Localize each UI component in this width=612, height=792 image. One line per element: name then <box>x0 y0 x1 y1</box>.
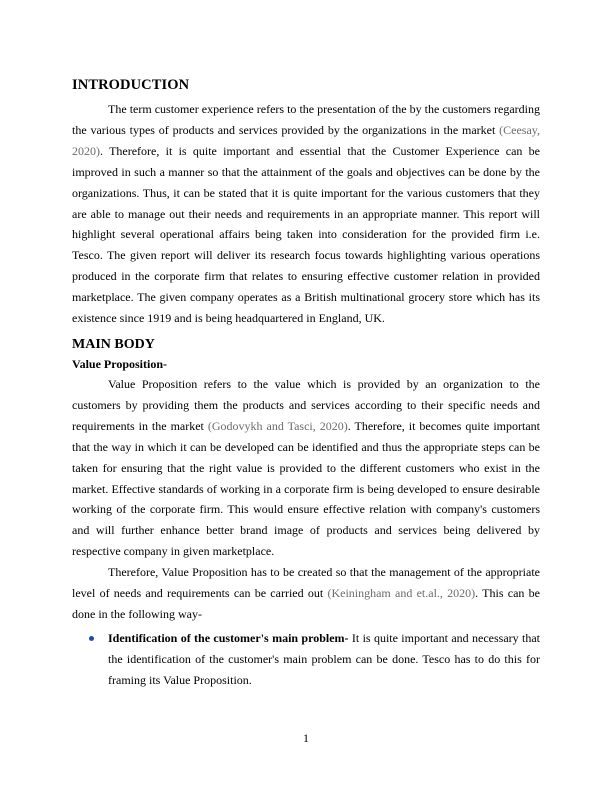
bullet-list <box>72 628 540 691</box>
list-item <box>72 628 540 691</box>
page-number: 1 <box>303 731 309 745</box>
intro-text-a: The term customer experience refers to the presentation of the by the customers regarding the various types of products and services provided by the organizations in the market <box>72 102 540 137</box>
vp2-text-b: . This can be done in the following way- <box>72 586 540 621</box>
value-proposition-paragraph-1 <box>72 374 540 562</box>
bullet-text: It is quite important and necessary that the identification of the customer's main problem can be done. Tesco has to do this for framing its Value Proposition. <box>108 630 540 687</box>
vp2-citation: (Keiningham and et.al., 2020) <box>327 586 476 601</box>
value-proposition-paragraph-2 <box>72 562 540 625</box>
introduction-heading: INTRODUCTION <box>72 77 190 93</box>
document-page <box>72 76 540 691</box>
vp1-citation: (Godovykh and Tasci, 2020) <box>207 418 348 433</box>
vp1-text-a: Value Proposition refers to the value which is provided by an organization to the customers by providing them the products and services according to their specific needs and requirements in the market <box>72 376 540 433</box>
main-body-heading: MAIN BODY <box>72 336 155 352</box>
intro-text-b: . Therefore, it is quite important and essential that the Customer Experience can be improved in such a manner so that the attainment of the goals and objectives can be done by the organizations. Thus, it can be stated that it is quite important for the various customers that they are able to manage out their needs and requirements in an appropriate manner. This report will highlight several operational affairs being taken into consideration for the provided firm i.e. Tesco. The given report will deliver its research focus towards highlighting various operations produced in the corporate firm that relates to ensuring effective customer relation in provided marketplace. The given company operates as a British multinational grocery store which has its existence since 1919 and is being headquartered in England, UK. <box>72 143 540 326</box>
bullet-title: Identification of the customer's main problem- <box>108 630 349 645</box>
intro-citation: (Ceesay, 2020) <box>72 122 541 158</box>
introduction-paragraph <box>72 99 540 329</box>
value-proposition-subheading: Value Proposition- <box>72 356 168 371</box>
vp2-text-a: Therefore, Value Proposition has to be created so that the management of the appropriate level of needs and requirements can be carried out <box>72 565 540 601</box>
bullet-icon <box>89 636 94 641</box>
vp1-text-b: . Therefore, it becomes quite important that the way in which it can be developed can be identified and thus the appropriate steps can be taken for ensuring that the right value is provided to the different customers who exist in the market. Effective standards of working in a corporate firm is being developed to ensure desirable working of the corporate firm. This would ensure effective relation with company's customers and will further enhance better brand image of products and services being delivered by respective company in given marketplace. <box>72 418 541 559</box>
